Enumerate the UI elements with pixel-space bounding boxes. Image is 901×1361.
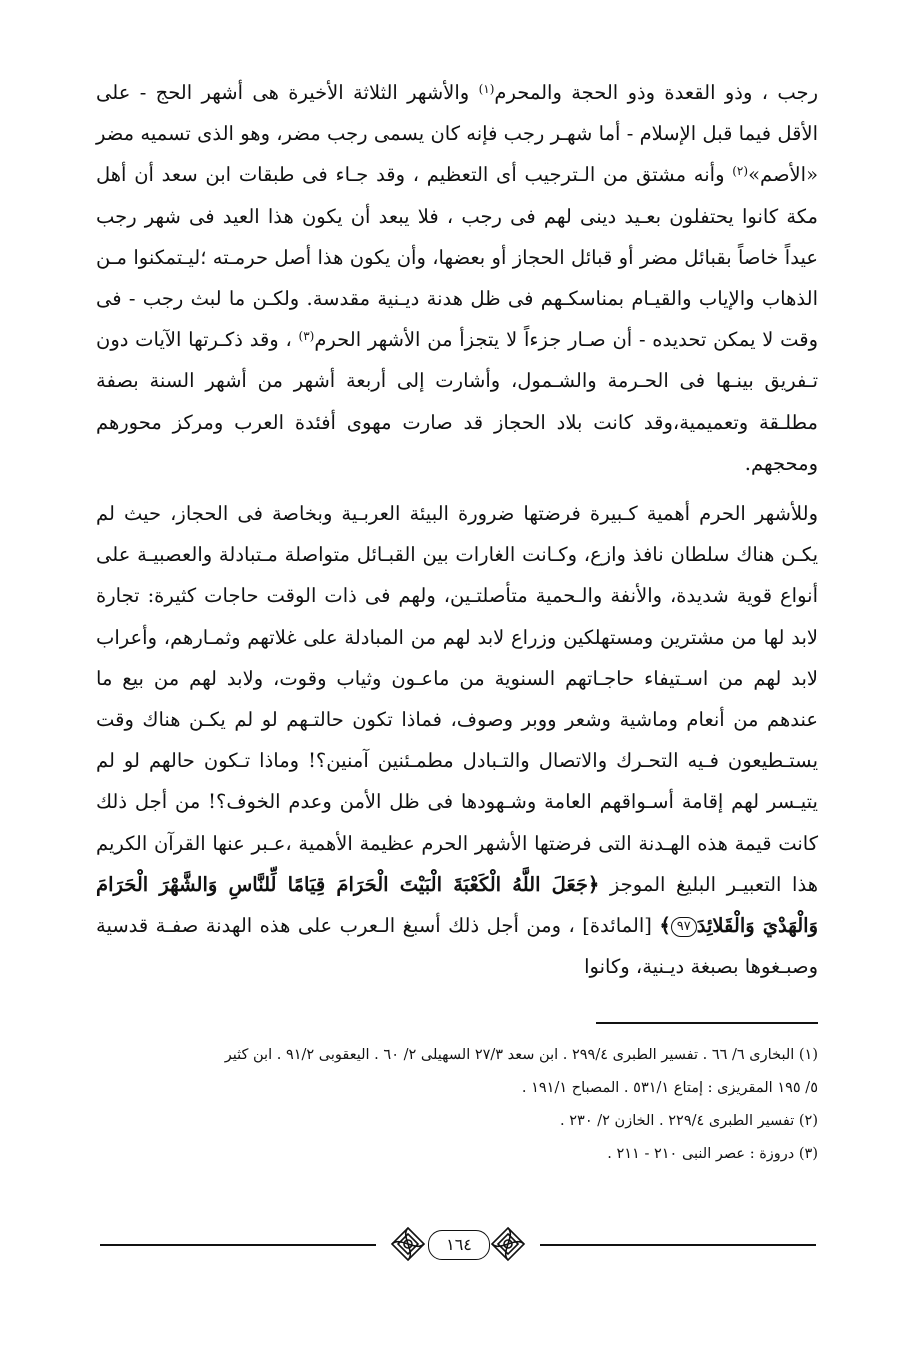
footnote-reference: (١)	[478, 82, 495, 96]
quran-verse-text: ﴾	[659, 914, 671, 938]
knot-ornament-icon	[490, 1226, 526, 1262]
body-text-segment: وللأشهر الحرم أهمية كـبيرة فرضتها ضرورة البيئة العربـية وبخاصة فى الحجاز، حيث لم يكـن هناك سلطان نافذ وازع، وكـانت الغارات بين القبـائل متواصلة مـتبادلة والعصبيـة على أنواع قوية شديدة، والأنفة والـحمية متأصلتـين، ولهم فى ذات الوقت حاجات كثيرة: تجارة لابد لها من مشترين ومستهلكين وزراع لابد لهم من المبادلة على غلاتهم وثمـارهم، وأعراب لابد لهم من اسـتيفاء حاجـاتهم السنوية من ماعـون وثياب وقوت، ولابد لهم من بيع ما عندهم من أنعام وماشية وشعر ووبر وصوف، فماذا تكون حالتـهم لو لم يكـن هناك وقت يستـطيعون فـيه التحـرك والاتصال والتـبادل مطمـئنين آمنين؟! وماذا تـكون حالهم لو لم يتيـسر لهم إقامة أسـواقهم العامة وشـهودها فى ظل الأمن وعدم الخوف؟! من أجل ذلك كانت قيمة هذه الهـدنة التى فرضتها الأشهر الحرم عظيمة الأهمية ،عـبر عنها القرآن الكريم هذا التعبيـر البليغ الموجز	[96, 502, 818, 896]
page-body	[96, 72, 818, 987]
footnote-line-3: (٢) تفسير الطبرى ٢٢٩/٤ . الخازن ٢/ ٢٣٠ .	[560, 1113, 818, 1129]
body-text-segment: وأنه مشتق من الـترجيب أى التعظيم ، وقد جـاء فى طبقات ابن سعد أن أهل مكة كانوا يحتفلون بعـيد دينى لهم فى رجب ، فلا يبعد أن يكون هذا العيد فى شهر رجب عيداً خاصاً بقبائل مضر أو قبائل الحجاز أو بعضها، وأن يكون هذا أصل حرمـته ؛ليـتمكنوا مـن الذهاب والإياب والقيـام بمناسكـهم فى ظل هدنة ديـنية مقدسة. ولكـن ما لبث رجب - فى وقت لا يمكن تحديده - أن صـار جزءاً لا يتجزأ من الأشهر الحرم	[96, 163, 818, 352]
quran-verse-text: ﴿جَعَلَ اللَّهُ الْكَعْبَةَ الْبَيْتَ الْحَرَامَ قِيَامًا لِّلنَّاسِ وَالشَّهْرَ الْحَرَامَ وَالْهَدْيَ وَالْقَلائِدَ	[96, 872, 818, 938]
body-text-segment: [المائدة] ، ومن أجل ذلك أسبغ الـعرب على هذه الهدنة صفـة قدسية وصبـغوها بصبغة ديـنية، وكانوا	[96, 914, 818, 979]
footnote-line-1: (١) البخارى ٦/ ٦٦ . تفسير الطبرى ٢٩٩/٤ . ابن سعد ٢٧/٣ السهيلى ٢/ ٦٠ . اليعقوبى ٩١/٢ . ابن كثير	[224, 1047, 818, 1063]
footnote-line-4: (٣) دروزة : عصر النبى ٢١٠ - ٢١١ .	[607, 1146, 818, 1162]
footnote-reference: (٢)	[732, 164, 749, 179]
footnote-reference: (٣)	[298, 329, 315, 344]
footnotes	[96, 1040, 818, 1169]
footer-rule-left	[100, 1244, 376, 1246]
footer-rule-right	[540, 1244, 816, 1246]
knot-ornament-icon	[390, 1226, 426, 1262]
body-text-segment: رجب ، وذو القعدة وذو الحجة والمحرم	[494, 81, 818, 104]
page-number: ١٦٤	[428, 1230, 490, 1260]
body-text-segment: ، وقد ذكـرتها الآيات دون تـفريق بينـها فى الحـرمة والشـمول، وأشارت إلى أربعة أشهر من أشهر السنة بصفة مطلـقة وتعميمية،وقد كانت بلاد الحجاز قد صارت مهوى أفئدة العرب ومركز محورهم ومحجهم.	[96, 328, 818, 475]
body-text-segment: والأشهر الثلاثة الأخيرة هى أشهر الحج - على الأقل فيما قبل الإسلام - أما شهـر رجب فإنه كان يسمى رجب مضر، وهو الذى تسميه مضر «الأصم»	[96, 81, 818, 187]
verse-number-badge: ٩٧	[671, 917, 697, 937]
footnote-separator	[596, 1022, 818, 1024]
page-footer	[100, 1224, 816, 1264]
body-paragraph-1	[96, 72, 818, 484]
body-paragraph-2	[96, 493, 818, 987]
footnote-line-2: ٥/ ١٩٥ المقريزى : إمتاع ٥٣١/١ . المصباح ١٩١/١ .	[521, 1080, 818, 1096]
